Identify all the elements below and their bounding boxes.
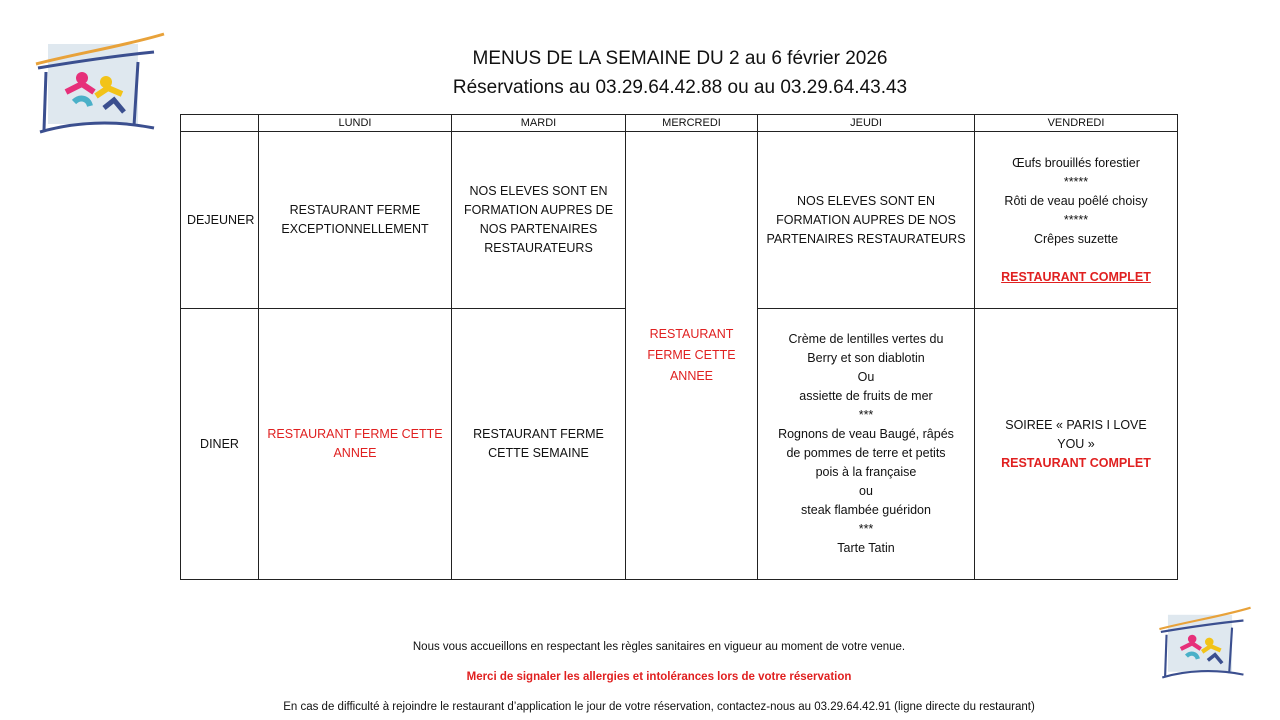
text-line: FORMATION AUPRES DE bbox=[463, 203, 614, 217]
allergy-notice: Merci de signaler les allergies et intolérances lors de votre réservation bbox=[466, 671, 852, 683]
dejeuner-lundi-cell bbox=[259, 132, 452, 309]
text-line: NOS PARTENAIRES bbox=[479, 222, 598, 236]
text-line: CETTE SEMAINE bbox=[488, 446, 589, 460]
mercredi-closed-cell bbox=[626, 132, 758, 580]
text-line: RESTAURATEURS bbox=[484, 241, 593, 255]
text-line: NOS ELEVES SONT EN bbox=[469, 184, 608, 198]
school-logo-small-icon bbox=[1158, 606, 1252, 682]
dejeuner-jeudi-cell bbox=[758, 132, 975, 309]
header-cell-vendredi: VENDREDI bbox=[975, 115, 1178, 132]
text-line: Tarte Tatin bbox=[837, 541, 895, 555]
text-line: RESTAURANT bbox=[649, 327, 734, 341]
text-line: SOIREE « PARIS I LOVE bbox=[1005, 417, 1147, 432]
text-line: FORMATION AUPRES DE NOS bbox=[776, 212, 956, 227]
restaurant-complet-badge: RESTAURANT COMPLET bbox=[1001, 455, 1151, 470]
text-line: de pommes de terre et petits bbox=[786, 446, 946, 460]
text-line: ***** bbox=[1063, 174, 1089, 189]
dejeuner-mardi-cell bbox=[452, 132, 626, 309]
diner-mardi-cell bbox=[452, 309, 626, 580]
row-label-diner: DINER bbox=[181, 309, 259, 580]
text-line: PARTENAIRES RESTAURATEURS bbox=[766, 231, 966, 246]
text-line: Rognons de veau Baugé, râpés bbox=[778, 427, 954, 441]
text-line: ***** bbox=[1063, 212, 1089, 227]
text-line: pois à la française bbox=[815, 465, 917, 479]
page-title: MENUS DE LA SEMAINE DU 2 au 6 février 2026 bbox=[472, 48, 888, 69]
restaurant-complet-badge: RESTAURANT COMPLET bbox=[1001, 269, 1151, 284]
text-line: assiette de fruits de mer bbox=[799, 389, 933, 403]
text-line: Ou bbox=[857, 370, 875, 384]
text-line: Crème de lentilles vertes du bbox=[788, 332, 944, 346]
table-header-row bbox=[181, 115, 1178, 132]
school-logo-icon bbox=[34, 32, 166, 138]
diner-jeudi-cell bbox=[758, 309, 975, 580]
header-cell-jeudi: JEUDI bbox=[758, 115, 975, 132]
dejeuner-vendredi-cell bbox=[975, 132, 1178, 309]
header-cell-lundi: LUNDI bbox=[259, 115, 452, 132]
reservation-phone-line: Réservations au 03.29.64.42.88 ou au 03.29.64.43.43 bbox=[452, 77, 908, 98]
text-line: RESTAURANT FERME bbox=[289, 203, 421, 217]
text-line: RESTAURANT FERME bbox=[473, 427, 604, 441]
sanitary-rules-notice: Nous vous accueillons en respectant les règles sanitaires en vigueur au moment de votre venue. bbox=[412, 641, 906, 653]
text-line: RESTAURANT FERME CETTE bbox=[267, 427, 443, 441]
contact-notice: En cas de difficulté à rejoindre le restaurant d’application le jour de votre réservation, contactez-nous au 03.29.64.42.91 (ligne directe du restaurant) bbox=[283, 701, 1035, 713]
text-line: EXCEPTIONNELLEMENT bbox=[281, 222, 429, 236]
text-line: FERME CETTE bbox=[647, 348, 736, 362]
weekly-menu-table bbox=[180, 114, 1178, 580]
text-line: Œufs brouillés forestier bbox=[1012, 155, 1140, 170]
text-line: ANNEE bbox=[669, 369, 714, 383]
header-cell-empty bbox=[181, 115, 259, 132]
text-line: ANNEE bbox=[333, 446, 377, 460]
text-line: YOU » bbox=[1057, 436, 1095, 451]
text-line: ou bbox=[859, 484, 873, 498]
text-line: *** bbox=[858, 522, 874, 536]
diner-lundi-cell bbox=[259, 309, 452, 580]
diner-vendredi-cell bbox=[975, 309, 1178, 580]
text-line: *** bbox=[858, 408, 874, 422]
text-line: Crêpes suzette bbox=[1033, 231, 1119, 246]
row-label-dejeuner: DEJEUNER bbox=[181, 132, 259, 309]
text-line: Rôti de veau poêlé choisy bbox=[1004, 193, 1148, 208]
text-line: NOS ELEVES SONT EN bbox=[796, 193, 935, 208]
header-cell-mardi: MARDI bbox=[452, 115, 626, 132]
table-row-dejeuner bbox=[181, 132, 1178, 309]
text-line: Berry et son diablotin bbox=[807, 351, 925, 365]
header-cell-mercredi: MERCREDI bbox=[626, 115, 758, 132]
text-line: steak flambée guéridon bbox=[801, 503, 931, 517]
